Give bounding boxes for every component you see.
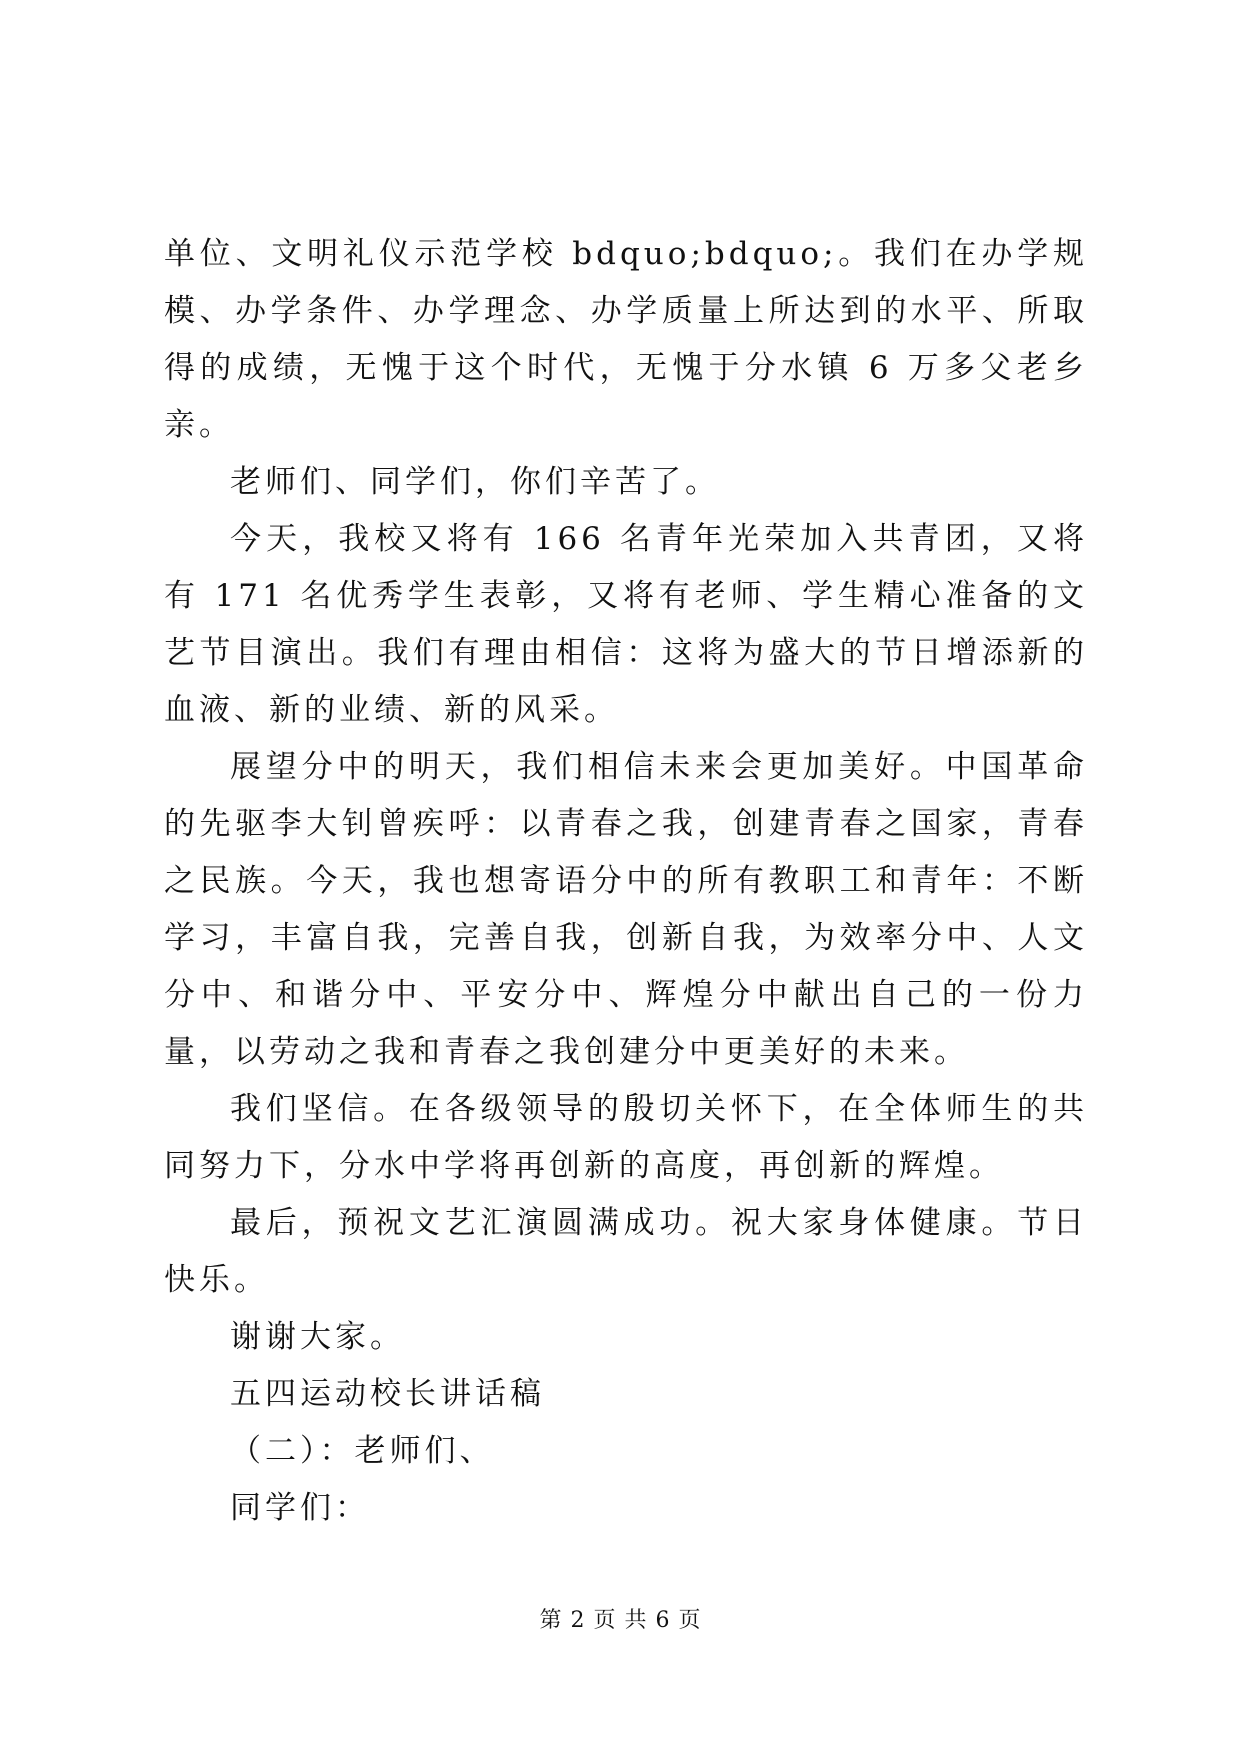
document-body <box>164 226 1088 1537</box>
paragraph-5: 我们坚信。在各级领导的殷切关怀下，在全体师生的共同努力下，分水中学将再创新的高度，再创新的辉煌。 <box>164 1091 1088 1184</box>
paragraph-4: 展望分中的明天，我们相信未来会更加美好。中国革命的先驱李大钊曾疾呼：以青春之我，创建青春之国家，青春之民族。今天，我也想寄语分中的所有教职工和青年：不断学习，丰富自我，完善自我，创新自我，为效率分中、人文分中、和谐分中、平安分中、辉煌分中献出自己的一份力量，以劳动之我和青春之我创建分中更美好的未来。 <box>164 749 1088 1070</box>
paragraph-7: 谢谢大家。 <box>230 1319 405 1355</box>
paragraph-9: （二）：老师们、 <box>230 1433 495 1469</box>
section-heading: 五四运动校长讲话稿 <box>230 1376 545 1412</box>
paragraph-10: 同学们： <box>230 1490 370 1526</box>
paragraph-6: 最后，预祝文艺汇演圆满成功。祝大家身体健康。节日快乐。 <box>164 1205 1088 1298</box>
paragraph-2: 老师们、同学们，你们辛苦了。 <box>230 464 720 500</box>
paragraph-1: 单位、文明礼仪示范学校 bdquo;bdquo;。我们在办学规模、办学条件、办学理念、办学质量上所达到的水平、所取得的成绩，无愧于这个时代，无愧于分水镇 6 万多父老乡亲。 <box>164 236 1088 443</box>
paragraph-3: 今天，我校又将有 166 名青年光荣加入共青团，又将有 171 名优秀学生表彰，又将有老师、学生精心准备的文艺节目演出。我们有理由相信：这将为盛大的节日增添新的血液、新的业绩、新的风采。 <box>164 521 1088 728</box>
page-footer: 第 2 页 共 6 页 <box>539 1608 702 1633</box>
